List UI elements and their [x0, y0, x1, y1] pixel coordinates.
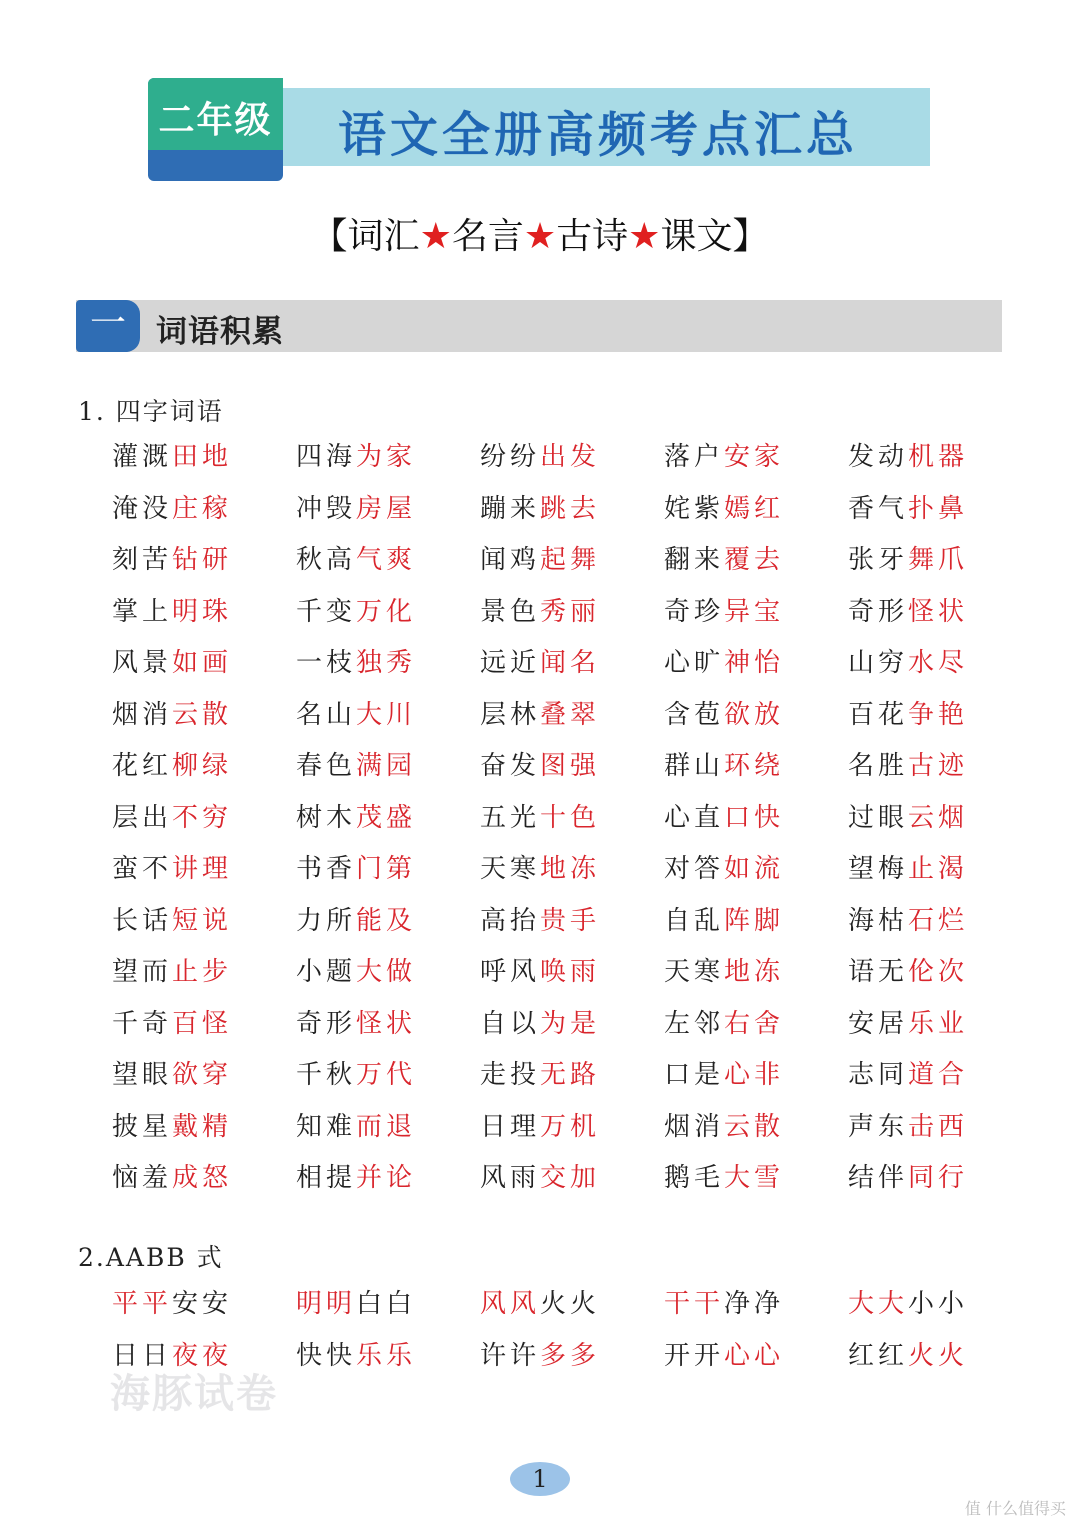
section-number: 一 — [76, 300, 140, 352]
section-title: 词语积累 — [156, 314, 284, 350]
word-item — [112, 642, 296, 694]
word-part-highlighted: 成怒 — [172, 1163, 233, 1193]
word-part: 高抬 — [480, 905, 541, 936]
word-part-highlighted: 怪状 — [356, 1008, 417, 1039]
word-part-highlighted: 如画 — [172, 648, 233, 678]
word-part-highlighted: 怪状 — [908, 596, 969, 627]
word-part: 五光 — [480, 802, 541, 833]
word-part: 披星 — [112, 1111, 173, 1142]
word-part: 含苞 — [664, 699, 725, 730]
word-part-highlighted: 起舞 — [540, 545, 601, 575]
word-part-highlighted: 出发 — [540, 442, 601, 472]
word-part-highlighted: 房屋 — [356, 493, 417, 524]
word-part: 奇珍 — [664, 596, 725, 627]
word-part: 长话 — [112, 905, 173, 936]
word-part-highlighted: 万机 — [540, 1111, 601, 1142]
word-row — [112, 488, 1032, 540]
word-item — [480, 745, 664, 797]
word-item — [664, 848, 848, 900]
word-part-highlighted: 风风 — [480, 1289, 541, 1319]
word-item — [848, 1003, 1032, 1055]
word-part-highlighted: 庄稼 — [172, 493, 233, 524]
word-part-highlighted: 无路 — [540, 1060, 601, 1090]
word-part: 天寒 — [664, 957, 725, 987]
word-part-highlighted: 跳去 — [540, 493, 601, 524]
brand-logo: 值 什么值得买 — [964, 1499, 1066, 1518]
word-item — [296, 488, 480, 540]
word-part-highlighted: 万化 — [356, 596, 417, 627]
word-part-highlighted: 唤雨 — [540, 957, 601, 987]
word-part-highlighted: 并论 — [356, 1163, 417, 1193]
word-part: 一枝 — [296, 648, 357, 678]
word-item — [296, 1157, 480, 1209]
page-number: 1 — [510, 1462, 570, 1496]
word-part-highlighted: 安家 — [724, 442, 785, 472]
word-part: 名胜 — [848, 751, 909, 781]
word-row — [112, 1054, 1032, 1106]
word-part-highlighted: 机器 — [908, 442, 969, 472]
word-item — [664, 1054, 848, 1106]
word-part-highlighted: 口快 — [724, 802, 785, 833]
word-part-highlighted: 同行 — [908, 1163, 969, 1193]
word-part: 百花 — [848, 699, 909, 730]
word-item — [848, 488, 1032, 540]
word-item — [664, 1157, 848, 1209]
word-part-highlighted: 独秀 — [356, 648, 417, 678]
word-item — [112, 797, 296, 849]
word-part-highlighted: 秀丽 — [540, 596, 601, 627]
word-item — [664, 591, 848, 643]
word-item — [296, 1106, 480, 1158]
word-item — [664, 900, 848, 952]
word-item — [296, 1054, 480, 1106]
word-item — [296, 642, 480, 694]
word-part-highlighted: 大川 — [356, 699, 417, 730]
word-part: 蹦来 — [480, 493, 541, 524]
word-row — [112, 1157, 1032, 1209]
word-part-highlighted: 欲放 — [724, 699, 785, 730]
word-part: 闻鸡 — [480, 545, 541, 575]
word-part: 名山 — [296, 699, 357, 730]
word-part-highlighted: 乐乐 — [356, 1340, 417, 1371]
word-part: 奋发 — [480, 751, 541, 781]
word-part: 语无 — [848, 957, 909, 987]
word-item — [112, 436, 296, 488]
word-part: 千秋 — [296, 1060, 357, 1090]
word-part-highlighted: 止渴 — [908, 854, 969, 884]
word-part: 风景 — [112, 648, 173, 678]
word-item — [848, 848, 1032, 900]
word-part: 景色 — [480, 596, 541, 627]
word-part: 自以 — [480, 1008, 541, 1039]
word-part-highlighted: 气爽 — [356, 545, 417, 575]
word-row — [112, 1283, 1032, 1335]
word-part: 灌溉 — [112, 442, 173, 472]
word-part-highlighted: 心非 — [724, 1060, 785, 1090]
word-part: 层出 — [112, 802, 173, 833]
word-item — [112, 591, 296, 643]
word-part: 冲毁 — [296, 493, 357, 524]
word-part-highlighted: 百怪 — [172, 1008, 233, 1039]
word-item — [664, 488, 848, 540]
word-part-highlighted: 大雪 — [724, 1163, 785, 1193]
word-item — [296, 848, 480, 900]
word-part-highlighted: 十色 — [540, 802, 601, 833]
word-part-highlighted: 石烂 — [908, 905, 969, 936]
word-part-highlighted: 闻名 — [540, 648, 601, 678]
word-part: 小小 — [908, 1289, 969, 1319]
word-item — [848, 1106, 1032, 1158]
word-part: 树木 — [296, 802, 357, 833]
word-item — [112, 951, 296, 1003]
word-row — [112, 591, 1032, 643]
grade-label: 二年级 — [158, 100, 273, 141]
word-part-highlighted: 舞爪 — [908, 545, 969, 575]
word-item — [480, 1054, 664, 1106]
word-part-highlighted: 为家 — [356, 442, 417, 472]
word-row — [112, 797, 1032, 849]
word-part-highlighted: 为是 — [540, 1008, 601, 1039]
word-item — [848, 591, 1032, 643]
word-item — [848, 797, 1032, 849]
word-part: 志同 — [848, 1060, 909, 1090]
word-part-highlighted: 大做 — [356, 957, 417, 987]
word-part-highlighted: 交加 — [540, 1163, 601, 1193]
word-item — [296, 591, 480, 643]
star-icon: ★ — [523, 216, 557, 257]
word-part-highlighted: 止步 — [172, 957, 233, 987]
word-part: 纷纷 — [480, 442, 541, 472]
word-item — [112, 1054, 296, 1106]
word-item — [296, 1003, 480, 1055]
word-item — [480, 436, 664, 488]
word-part-highlighted: 神怡 — [724, 648, 785, 678]
word-item — [848, 1157, 1032, 1209]
word-part-highlighted: 而退 — [356, 1111, 417, 1142]
word-part: 蛮不 — [112, 854, 173, 884]
word-part: 日理 — [480, 1111, 541, 1142]
word-item — [112, 848, 296, 900]
word-row — [112, 745, 1032, 797]
word-part: 花红 — [112, 751, 173, 781]
word-part-highlighted: 古迹 — [908, 751, 969, 781]
word-row — [112, 1003, 1032, 1055]
word-part-highlighted: 如流 — [724, 854, 785, 884]
word-part: 鹅毛 — [664, 1163, 725, 1193]
word-part: 结伴 — [848, 1163, 909, 1193]
word-item — [664, 1283, 848, 1335]
word-item — [664, 642, 848, 694]
word-part: 相提 — [296, 1163, 357, 1193]
word-row — [112, 848, 1032, 900]
word-part: 风雨 — [480, 1163, 541, 1193]
subtitle — [0, 208, 1080, 259]
word-part: 过眼 — [848, 802, 909, 833]
word-item — [112, 1157, 296, 1209]
word-part-highlighted: 钻研 — [172, 545, 233, 575]
word-part: 刻苦 — [112, 545, 173, 575]
word-part-highlighted: 茂盛 — [356, 802, 417, 833]
word-item — [848, 642, 1032, 694]
word-part-highlighted: 地冻 — [540, 854, 601, 884]
word-item — [112, 539, 296, 591]
word-part: 知难 — [296, 1111, 357, 1142]
word-item — [296, 900, 480, 952]
word-item — [296, 797, 480, 849]
word-row — [112, 900, 1032, 952]
subtitle-close-bracket: 】 — [732, 216, 769, 257]
word-part-highlighted: 争艳 — [908, 699, 969, 730]
word-part: 白白 — [356, 1289, 417, 1319]
word-item — [296, 951, 480, 1003]
word-item — [848, 694, 1032, 746]
word-part-highlighted: 异宝 — [724, 596, 785, 627]
word-item — [480, 642, 664, 694]
word-row — [112, 694, 1032, 746]
word-part: 走投 — [480, 1060, 541, 1090]
word-item — [848, 900, 1032, 952]
word-part-highlighted: 云烟 — [908, 802, 969, 833]
word-part: 力所 — [296, 905, 357, 936]
word-row — [112, 1106, 1032, 1158]
word-row — [112, 539, 1032, 591]
word-part-highlighted: 夜夜 — [172, 1340, 233, 1371]
word-part-highlighted: 田地 — [172, 442, 233, 472]
star-icon: ★ — [419, 216, 452, 257]
word-item — [112, 1003, 296, 1055]
word-part: 望梅 — [848, 854, 909, 884]
part1-heading: 1. 四字词语 — [78, 397, 224, 426]
word-part: 奇形 — [848, 596, 909, 627]
word-part-highlighted: 云散 — [172, 699, 233, 730]
word-part: 山穷 — [848, 648, 909, 678]
word-part-highlighted: 环绕 — [724, 751, 785, 781]
section-header — [76, 300, 1002, 352]
word-part: 开开 — [664, 1340, 725, 1371]
word-item — [112, 488, 296, 540]
word-part-highlighted: 明珠 — [172, 596, 233, 627]
word-item — [112, 694, 296, 746]
word-part: 心旷 — [664, 648, 725, 678]
word-part: 声东 — [848, 1111, 909, 1142]
word-part: 望而 — [112, 957, 173, 987]
word-part-highlighted: 道合 — [908, 1060, 969, 1090]
word-part-highlighted: 讲理 — [172, 854, 233, 884]
word-row — [112, 436, 1032, 488]
word-part: 左邻 — [664, 1008, 725, 1039]
word-part-highlighted: 地冻 — [724, 957, 785, 987]
word-item — [664, 436, 848, 488]
word-part-highlighted: 多多 — [540, 1340, 601, 1371]
word-part-highlighted: 贵手 — [540, 905, 601, 936]
word-part-highlighted: 图强 — [540, 751, 601, 781]
word-part: 掌上 — [112, 596, 173, 627]
word-item — [848, 436, 1032, 488]
word-part: 火火 — [540, 1289, 601, 1319]
word-item — [848, 745, 1032, 797]
word-item — [296, 1335, 480, 1387]
word-item — [664, 745, 848, 797]
word-part: 群山 — [664, 751, 725, 781]
subtitle-item: 名言 — [451, 216, 524, 257]
word-item — [480, 848, 664, 900]
word-part: 远近 — [480, 648, 541, 678]
word-part: 淹没 — [112, 493, 173, 524]
word-item — [480, 539, 664, 591]
word-item — [296, 436, 480, 488]
watermark: 海豚试卷 — [110, 1371, 278, 1417]
word-part-highlighted: 平平 — [112, 1289, 173, 1319]
word-item — [848, 1283, 1032, 1335]
word-part-highlighted: 覆去 — [724, 545, 785, 575]
word-part-highlighted: 戴精 — [172, 1111, 233, 1142]
word-part-highlighted: 叠翠 — [540, 699, 601, 730]
word-item — [112, 1283, 296, 1335]
word-item — [296, 694, 480, 746]
word-row — [112, 642, 1032, 694]
word-part: 秋高 — [296, 545, 357, 575]
word-part-highlighted: 能及 — [356, 905, 417, 936]
word-item — [664, 1335, 848, 1387]
word-item — [112, 900, 296, 952]
subtitle-item: 课文 — [660, 216, 733, 257]
word-item — [296, 539, 480, 591]
word-item — [480, 488, 664, 540]
word-item — [664, 1106, 848, 1158]
word-part: 红红 — [848, 1340, 909, 1371]
word-part-highlighted: 不穷 — [172, 802, 233, 833]
word-item — [112, 1106, 296, 1158]
page-title: 语文全册高频考点汇总 — [338, 107, 859, 163]
word-part: 望眼 — [112, 1060, 173, 1090]
word-item — [664, 539, 848, 591]
word-part-highlighted: 水尽 — [908, 648, 969, 678]
word-part: 烟消 — [664, 1111, 725, 1142]
four-character-words-grid — [112, 436, 1032, 1209]
word-part-highlighted: 阵脚 — [724, 905, 785, 936]
word-item — [664, 797, 848, 849]
subtitle-open-bracket: 【 — [311, 216, 348, 257]
word-part-highlighted: 云散 — [724, 1111, 785, 1142]
word-part: 姹紫 — [664, 493, 725, 524]
word-part: 对答 — [664, 854, 725, 884]
word-part-highlighted: 右舍 — [724, 1008, 785, 1039]
word-part-highlighted: 乐业 — [908, 1008, 969, 1039]
word-part: 自乱 — [664, 905, 725, 936]
word-item — [848, 539, 1032, 591]
word-part: 千奇 — [112, 1008, 173, 1039]
word-part: 发动 — [848, 442, 909, 472]
word-part: 春色 — [296, 751, 357, 781]
word-item — [480, 1283, 664, 1335]
word-part: 天寒 — [480, 854, 541, 884]
title-banner — [148, 78, 930, 181]
word-part: 净净 — [724, 1289, 785, 1319]
subtitle-item: 词汇 — [347, 216, 420, 257]
word-part: 千变 — [296, 596, 357, 627]
word-part-highlighted: 心心 — [724, 1340, 785, 1371]
word-part-highlighted: 柳绿 — [172, 751, 233, 781]
star-icon: ★ — [628, 216, 661, 257]
word-part-highlighted: 满园 — [356, 751, 417, 781]
word-part: 翻来 — [664, 545, 725, 575]
word-part: 呼风 — [480, 957, 541, 987]
word-part-highlighted: 干干 — [664, 1289, 725, 1319]
grade-tag — [148, 78, 283, 181]
word-part-highlighted: 欲穿 — [172, 1060, 233, 1090]
word-part-highlighted: 扑鼻 — [908, 493, 969, 524]
word-item — [480, 1335, 664, 1387]
word-part: 落户 — [664, 442, 725, 472]
word-part: 四海 — [296, 442, 357, 472]
word-part-highlighted: 大大 — [848, 1289, 909, 1319]
word-part: 安居 — [848, 1008, 909, 1039]
word-item — [480, 694, 664, 746]
word-part-highlighted: 门第 — [356, 854, 417, 884]
word-part: 快快 — [296, 1340, 357, 1371]
word-part: 口是 — [664, 1060, 725, 1090]
word-part: 小题 — [296, 957, 357, 987]
word-item — [664, 1003, 848, 1055]
word-part-highlighted: 火火 — [908, 1340, 969, 1371]
word-item — [664, 694, 848, 746]
word-part-highlighted: 击西 — [908, 1111, 969, 1142]
part2-heading: 2.AABB 式 — [78, 1243, 224, 1272]
word-item — [848, 1335, 1032, 1387]
word-part-highlighted: 万代 — [356, 1060, 417, 1090]
word-part: 奇形 — [296, 1008, 357, 1039]
word-item — [480, 1003, 664, 1055]
word-item — [480, 1157, 664, 1209]
word-item — [296, 745, 480, 797]
word-part: 层林 — [480, 699, 541, 730]
word-part: 香气 — [848, 493, 909, 524]
word-part: 心直 — [664, 802, 725, 833]
word-part-highlighted: 短说 — [172, 905, 233, 936]
word-item — [480, 951, 664, 1003]
word-item — [480, 1106, 664, 1158]
word-part-highlighted: 伦次 — [908, 957, 969, 987]
word-part: 海枯 — [848, 905, 909, 936]
word-item — [848, 951, 1032, 1003]
word-part: 书香 — [296, 854, 357, 884]
word-part: 烟消 — [112, 699, 173, 730]
word-item — [480, 797, 664, 849]
word-part-highlighted: 嫣红 — [724, 493, 785, 524]
word-item — [296, 1283, 480, 1335]
word-part: 安安 — [172, 1289, 233, 1319]
word-item — [848, 1054, 1032, 1106]
word-part: 恼羞 — [112, 1163, 173, 1193]
word-item — [664, 951, 848, 1003]
word-part-highlighted: 明明 — [296, 1289, 357, 1319]
word-item — [480, 591, 664, 643]
word-part: 许许 — [480, 1340, 541, 1371]
word-row — [112, 951, 1032, 1003]
word-item — [480, 900, 664, 952]
word-part: 张牙 — [848, 545, 909, 575]
word-part: 日日 — [112, 1340, 173, 1371]
word-item — [112, 745, 296, 797]
subtitle-item: 古诗 — [556, 216, 629, 257]
